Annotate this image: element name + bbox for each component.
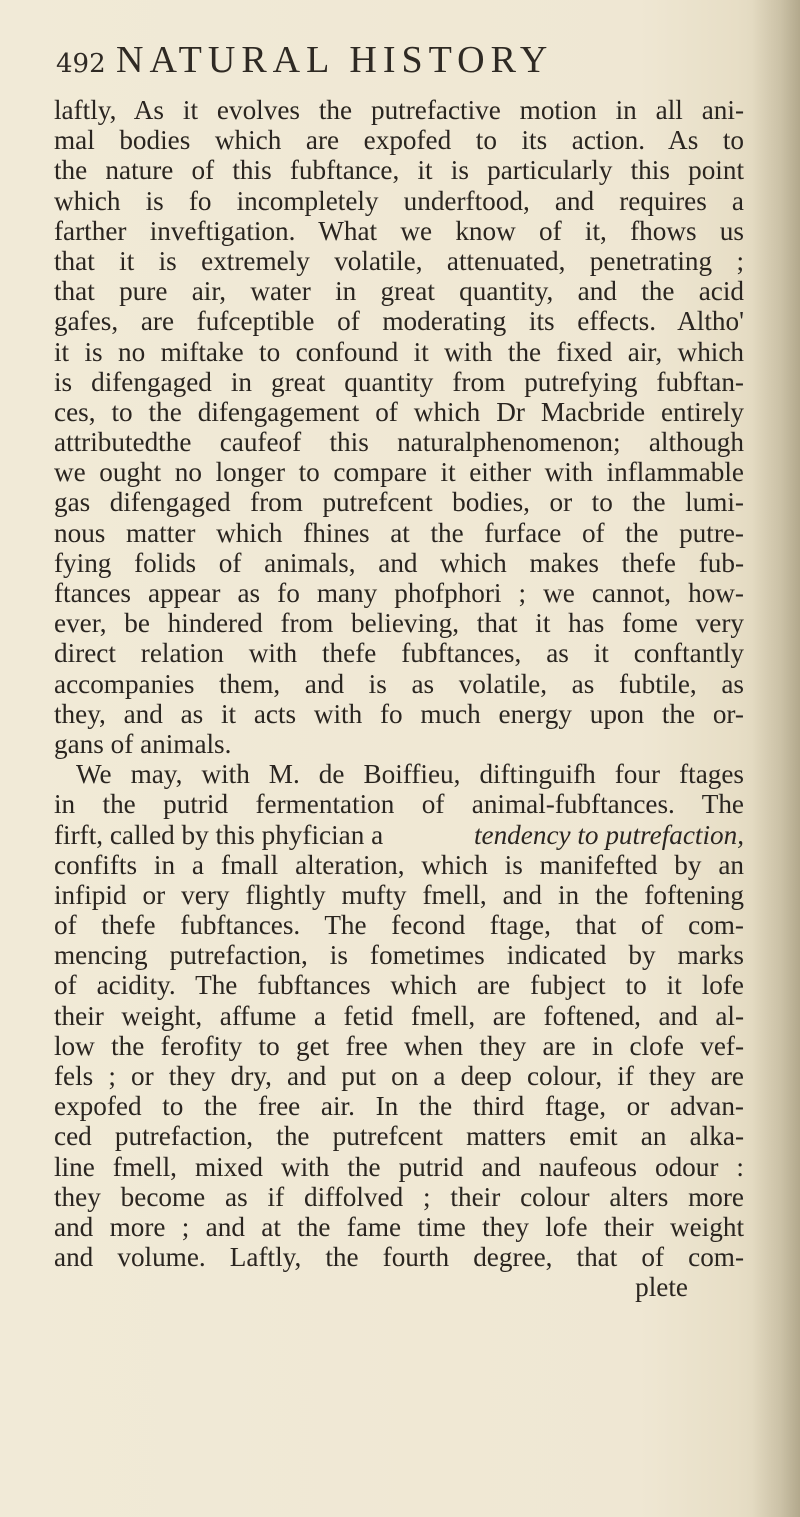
text-line: that it is extremely volatile, attenuated, penetrating ; (54, 245, 744, 276)
text-line: mencing putrefaction, is fometimes indicated by marks (54, 940, 744, 971)
text-line: ftances appear as fo many phofphori ; we cannot, how- (54, 578, 744, 608)
text-line: which is fo incompletely underftood, and requires a (54, 185, 744, 216)
text-line: it is no miftake to confound it with the fixed air, which (54, 336, 744, 367)
text-line: accompanies them, and is as volatile, as fubtile, as (54, 668, 744, 699)
text-line: fels ; or they dry, and put on a deep colour, if they are (54, 1061, 744, 1091)
text-line: direct relation with thefe fubftances, as it conftantly (54, 638, 744, 669)
text-line: of acidity. The fubftances which are fubject to it lofe (54, 970, 744, 1001)
text-line: and more ; and at the fame time they lofe their weight (54, 1211, 744, 1242)
text-line: in the putrid fermentation of animal-fubftances. The (54, 789, 744, 820)
text-line: they, and as it acts with fo much energy upon the or- (54, 698, 744, 729)
text-line: of thefe fubftances. The fecond ftage, that of com- (54, 910, 744, 941)
text-line: their weight, affume a fetid fmell, are foftened, and al- (54, 1000, 744, 1031)
paragraph-start-line: We may, with M. de Boiffieu, diftinguifh four ftages (76, 759, 744, 790)
text-line: ces, to the difengagement of which Dr Macbride entirely (54, 396, 744, 427)
text-line: line fmell, mixed with the putrid and naufeous odour : (54, 1151, 744, 1182)
body-text (54, 95, 744, 1303)
text-line: confifts in a fmall alteration, which is manifefted by an (54, 849, 744, 880)
text-line: laftly, As it evolves the putrefactive motion in all ani- (54, 95, 744, 125)
text-line: they become as if diffolved ; their colour alters more (54, 1181, 744, 1212)
text-line: gafes, are fufceptible of moderating its effects. Altho' (54, 306, 744, 337)
text-line: that pure air, water in great quantity, and the acid (54, 276, 744, 307)
text-line: infipid or very flightly mufty fmell, and in the foftening (54, 879, 744, 910)
text-line: we ought no longer to compare it either with inflammable (54, 457, 744, 488)
running-head: NATURAL HISTORY (116, 39, 554, 81)
text-line: is difengaged in great quantity from putrefying fubftan- (54, 366, 744, 397)
catchword: plete (635, 1272, 688, 1303)
text-segment: firft, called by this phyfician a (54, 819, 384, 850)
text-line: nous matter which fhines at the furface of the putre- (54, 517, 744, 548)
text-line: mal bodies which are expofed to its action. As to (54, 125, 744, 156)
text-line: low the ferofity to get free when they are in clofe vef- (54, 1030, 744, 1061)
text-line: gas difengaged from putrefcent bodies, or to the lumi- (54, 487, 744, 518)
text-line: attributedthe caufeof this naturalphenomenon; although (54, 427, 744, 458)
text-line: and volume. Laftly, the fourth degree, that of com- (54, 1242, 744, 1273)
text-line: expofed to the free air. In the third ftage, or advan- (54, 1091, 744, 1122)
text-line: ced putrefaction, the putrefcent matters emit an alka- (54, 1121, 744, 1152)
paragraph-end-line: gans of animals. (54, 728, 232, 759)
page-header (56, 38, 736, 82)
text-line: the nature of this fubftance, it is particularly this point (54, 155, 744, 186)
page-number: 492 (56, 49, 106, 79)
text-line: fying folids of animals, and which makes thefe fub- (54, 547, 744, 578)
text-line: farther inveftigation. What we know of it, fhows us (54, 215, 744, 246)
italic-term: tendency to putrefaction, (473, 819, 744, 850)
text-line-with-italic (54, 820, 744, 850)
text-line: ever, be hindered from believing, that it has fome very (54, 608, 744, 639)
page-edge-shadow (752, 0, 800, 1517)
